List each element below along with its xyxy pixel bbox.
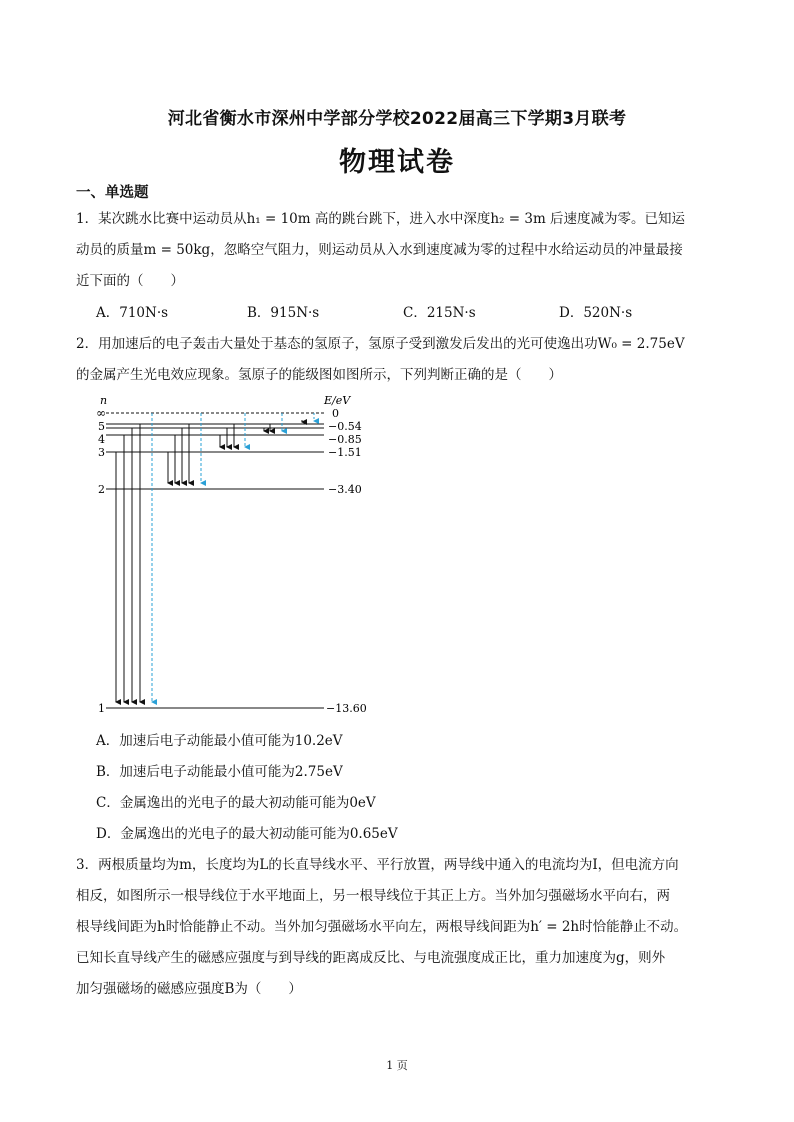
q3-line-4: 已知长直导线产生的磁感应强度与到导线的距离成反比、与电流强度成正比，重力加速度为g，则外 — [76, 950, 666, 966]
level-n-1: 1 — [98, 702, 105, 715]
level-n-3: 3 — [98, 446, 105, 459]
q1-option-b: B．915N·s — [247, 305, 320, 321]
q3-line-5: 加匀强磁场的磁感应强度B为（ ） — [76, 981, 302, 997]
section-heading: 一、单选题 — [76, 185, 149, 201]
q1-line-3: 近下面的（ ） — [76, 273, 184, 289]
level-energy-3: −1.51 — [328, 446, 362, 459]
page-number: 1 页 — [386, 1059, 408, 1072]
transitions-to-n2 — [168, 424, 189, 483]
q1-line-2: 动员的质量m = 50kg，忽略空气阻力，则运动员从入水到速度减为零的过程中水给运动员的冲量最接 — [76, 242, 683, 258]
q1-option-a: A．710N·s — [96, 305, 169, 321]
n-axis-label: n — [100, 394, 108, 407]
q1-line-1: 1．某次跳水比赛中运动员从h₁ = 10m 高的跳台跳下，进入水中深度h₂ = 3m 后速度减为零。已知运 — [76, 211, 686, 227]
level-energy-5: −0.54 — [328, 420, 362, 433]
transitions-to-n1 — [116, 424, 140, 702]
q2-option-d: D．金属逸出的光电子的最大初动能可能为0.65eV — [96, 826, 398, 842]
hydrogen-energy-level-diagram — [88, 390, 388, 720]
level-energy-2: −3.40 — [328, 483, 362, 496]
q2-option-c: C．金属逸出的光电子的最大初动能可能为0eV — [96, 795, 376, 811]
exam-title: 河北省衡水市深州中学部分学校2022届高三下学期3月联考 — [167, 109, 627, 129]
q2-option-b: B．加速后电子动能最小值可能为2.75eV — [96, 764, 343, 780]
level-energy-4: −0.85 — [328, 433, 362, 446]
q3-line-3: 根导线间距为h时恰能静止不动。当外加匀强磁场水平向左，两根导线间距为h′ = 2h时恰能静止不动。 — [76, 919, 688, 935]
e-axis-label: E/eV — [324, 394, 351, 407]
q2-line-2: 的金属产生光电效应现象。氢原子的能级图如图所示，下列判断正确的是（ ） — [76, 367, 562, 383]
q2-line-1: 2．用加速后的电子轰击大量处于基态的氢原子，氢原子受到激发后发出的光可使逸出功W₀ = 2.75eV — [76, 336, 685, 352]
q1-option-c: C．215N·s — [403, 305, 476, 321]
level-n-4: 4 — [98, 433, 105, 446]
q3-line-1: 3．两根质量均为m，长度均为L的长直导线水平、平行放置，两导线中通入的电流均为I，但电流方向 — [76, 857, 679, 873]
q3-line-2: 相反，如图所示一根导线位于水平地面上，另一根导线位于其正上方。当外加匀强磁场水平向右，两 — [76, 888, 670, 904]
q1-option-d: D．520N·s — [559, 305, 633, 321]
level-n-inf: ∞ — [96, 406, 106, 420]
q2-option-a: A．加速后电子动能最小值可能为10.2eV — [96, 733, 343, 749]
level-n-5: 5 — [98, 420, 105, 433]
level-energy-1: −13.60 — [326, 702, 367, 715]
exam-subject-title: 物理试卷 — [339, 147, 455, 178]
level-n-2: 2 — [98, 483, 105, 496]
level-energy-inf: 0 — [332, 407, 339, 420]
